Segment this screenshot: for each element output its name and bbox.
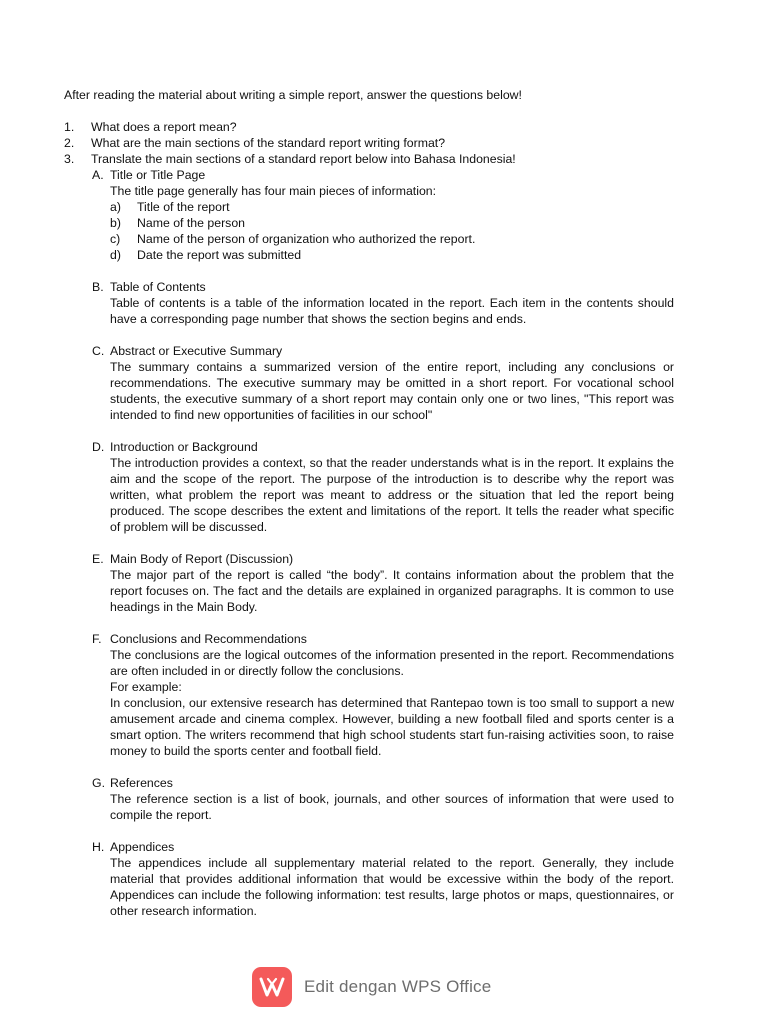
- list-item-text: Name of the person: [137, 216, 246, 230]
- section-title: Appendices: [110, 840, 175, 854]
- section-body: The conclusions are the logical outcomes of the information presented in the report. Recommendations are often included in or directly follow the conclusions.: [110, 648, 674, 678]
- section-letter: H.: [92, 840, 105, 854]
- section-table-of-contents: [92, 279, 674, 327]
- section-body: The introduction provides a context, so that the reader understands what is in the report. It explains the aim and the scope of the report. The purpose of the introduction is to describe why the report was written, what problem the report was meant to address or the situation that led the report being produced. The scope describes the extent and limitations of the report. It tells the reader what specific of problem will be discussed.: [110, 456, 674, 534]
- section-heading: [92, 167, 674, 183]
- list-item: [110, 199, 674, 215]
- section-title: Abstract or Executive Summary: [110, 344, 283, 358]
- section-title: Introduction or Background: [110, 440, 258, 454]
- section-body: Table of contents is a table of the information located in the report. Each item in the contents should have a corresponding page number that shows the section begins and ends.: [110, 296, 674, 326]
- section-title: Conclusions and Recommendations: [110, 632, 307, 646]
- title-page-info-list: [110, 199, 674, 263]
- list-item-label: d): [110, 248, 121, 262]
- wps-logo-icon: [252, 967, 292, 1007]
- section-body: The title page generally has four main pieces of information:: [110, 184, 437, 198]
- question-text: Translate the main sections of a standard report below into Bahasa Indonesia!: [91, 152, 516, 166]
- section-body: The summary contains a summarized version of the entire report, including any conclusions or recommendations. The executive summary may be omitted in a short report. For vocational school students, the executive summary of a short report may contain only one or two lines, "This report was intended to find new opportunities of facilities in our school": [110, 360, 674, 422]
- question-text: What are the main sections of the standard report writing format?: [91, 136, 446, 150]
- section-body: The major part of the report is called “the body”. It contains information about the problem that the report focuses on. The fact and the details are explained in organized paragraphs. It is common to use headings in the Main Body.: [110, 568, 674, 614]
- question-list: [64, 119, 684, 167]
- list-item: [110, 231, 674, 247]
- list-item-label: a): [110, 200, 121, 214]
- instructions-heading: After reading the material about writing a simple report, answer the questions below!: [64, 88, 522, 102]
- section-letter: A.: [92, 168, 104, 182]
- section-title: Title or Title Page: [110, 168, 206, 182]
- question-item: [64, 119, 684, 135]
- section-heading: [92, 279, 674, 295]
- list-item-label: b): [110, 216, 121, 230]
- section-heading: [92, 631, 674, 647]
- section-executive-summary: [92, 343, 674, 423]
- list-item-text: Name of the person of organization who authorized the report.: [137, 232, 476, 246]
- section-letter: G.: [92, 776, 105, 790]
- example-label: For example:: [110, 680, 182, 694]
- list-item: [110, 247, 674, 263]
- section-heading: [92, 839, 674, 855]
- section-letter: F.: [92, 632, 102, 646]
- section-introduction: [92, 439, 674, 535]
- section-main-body: [92, 551, 674, 615]
- section-letter: C.: [92, 344, 105, 358]
- section-appendices: [92, 839, 674, 919]
- section-title: Table of Contents: [110, 280, 206, 294]
- section-conclusions: [92, 631, 674, 759]
- report-sections: [92, 167, 674, 935]
- question-text: What does a report mean?: [91, 120, 237, 134]
- section-heading: [92, 439, 674, 455]
- section-title-page: [92, 167, 674, 263]
- example-text: In conclusion, our extensive research has determined that Rantepao town is too small to support a new amusement arcade and cinema complex. However, building a new football filed and sports center is a smart option. The writers recommend that high school students start fun-raising activities soon, to raise money to build the sports center and football field.: [110, 696, 674, 758]
- section-references: [92, 775, 674, 823]
- list-item-text: Date the report was submitted: [137, 248, 302, 262]
- section-letter: D.: [92, 440, 105, 454]
- section-title: References: [110, 776, 173, 790]
- list-item: [110, 215, 674, 231]
- section-title: Main Body of Report (Discussion): [110, 552, 294, 566]
- section-heading: [92, 551, 674, 567]
- question-item: [64, 151, 684, 167]
- question-number: 3.: [64, 152, 75, 166]
- section-body: The appendices include all supplementary material related to the report. Generally, they include material that provides additional information that would be excessive within the body of the report. Appendices can include the following information: test results, large photos or maps, questionnaires, or other research information.: [110, 856, 674, 918]
- section-body: The reference section is a list of book, journals, and other sources of information that were used to compile the report.: [110, 792, 674, 822]
- question-item: [64, 135, 684, 151]
- question-number: 2.: [64, 136, 75, 150]
- list-item-label: c): [110, 232, 121, 246]
- section-heading: [92, 775, 674, 791]
- wps-edit-label: Edit dengan WPS Office: [304, 977, 492, 996]
- section-letter: E.: [92, 552, 104, 566]
- question-number: 1.: [64, 120, 75, 134]
- list-item-text: Title of the report: [137, 200, 230, 214]
- section-heading: [92, 343, 674, 359]
- section-letter: B.: [92, 280, 104, 294]
- edit-with-wps-button[interactable]: [252, 967, 491, 1007]
